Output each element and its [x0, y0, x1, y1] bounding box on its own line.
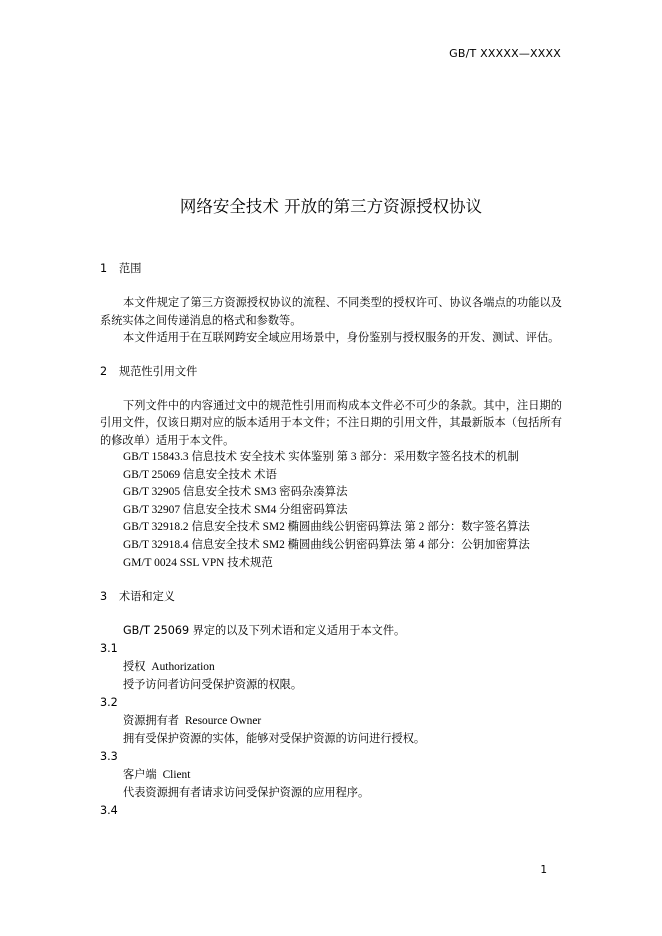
scope-paragraph-2: 本文件适用于在互联网跨安全域应用场景中，身份鉴别与授权服务的开发、测试、评估。: [123, 331, 560, 344]
standard-code-header: GB/T XXXXX—XXXX: [449, 47, 561, 60]
terms-intro: GB/T 25069 界定的以及下列术语和定义适用于本文件。: [123, 624, 406, 638]
reference-list: [100, 449, 562, 572]
section-number: 3: [100, 590, 108, 604]
term-chinese: 授权: [123, 659, 146, 673]
term-chinese: 客户端: [123, 767, 157, 781]
term-english: Client: [162, 768, 191, 781]
document-title: 网络安全技术 开放的第三方资源授权协议: [179, 197, 483, 216]
term-number: 3.2: [100, 695, 118, 709]
section-title: 术语和定义: [119, 590, 175, 604]
reference-item: GB/T 32905 信息安全技术 SM3 密码杂凑算法: [123, 486, 348, 499]
term-entry: [100, 766, 562, 785]
section-title: 范围: [119, 262, 142, 275]
reference-item: GB/T 32918.2 信息安全技术 SM2 椭圆曲线公钥密码算法 第 2 部分：数字签名算法: [123, 521, 530, 534]
term-english: Authorization: [151, 660, 215, 673]
reference-item: GB/T 32918.4 信息安全技术 SM2 椭圆曲线公钥密码算法 第 4 部分：公钥加密算法: [123, 538, 530, 551]
term-definition: 拥有受保护资源的实体，能够对受保护资源的访问进行授权。: [123, 732, 426, 746]
term-english: Resource Owner: [184, 714, 262, 727]
section-number: 2: [100, 364, 108, 378]
term-number: 3.3: [100, 749, 118, 763]
term-entry: [100, 658, 562, 677]
term-definition: 授予访问者访问受保护资源的权限。: [123, 678, 303, 692]
reference-item: GM/T 0024 SSL VPN 技术规范: [123, 556, 273, 569]
normative-references-intro: 下列文件中的内容通过文中的规范性引用而构成本文件必不可少的条款。其中，注日期的引用文件，仅该日期对应的版本适用于本文件；不注日期的引用文件，其最新版本（包括所有的修改单）适用于本文件。: [100, 398, 562, 447]
term-number: 3.1: [100, 641, 118, 655]
term-definition: 代表资源拥有者请求访问受保护资源的应用程序。: [123, 786, 370, 800]
section-title: 规范性引用文件: [119, 364, 198, 378]
section-2-heading: [100, 363, 562, 381]
page-number: 1: [540, 864, 547, 876]
term-chinese: 资源拥有者: [123, 713, 179, 727]
reference-item: GB/T 15843.3 信息技术 安全技术 实体鉴别 第 3 部分：采用数字签名技术的机制: [123, 451, 519, 463]
document-body: [100, 260, 562, 820]
reference-item: GB/T 25069 信息安全技术 术语: [123, 468, 277, 481]
scope-paragraph-1: 本文件规定了第三方资源授权协议的流程、不同类型的授权许可、协议各端点的功能以及系统实体之间传递消息的格式和参数等。: [100, 296, 562, 327]
section-number: 1: [100, 262, 108, 275]
section-1-heading: [100, 260, 562, 278]
reference-item: GB/T 32907 信息安全技术 SM4 分组密码算法: [123, 503, 348, 516]
term-number: 3.4: [100, 803, 118, 817]
term-entry: [100, 712, 562, 731]
section-3-heading: [100, 588, 562, 606]
